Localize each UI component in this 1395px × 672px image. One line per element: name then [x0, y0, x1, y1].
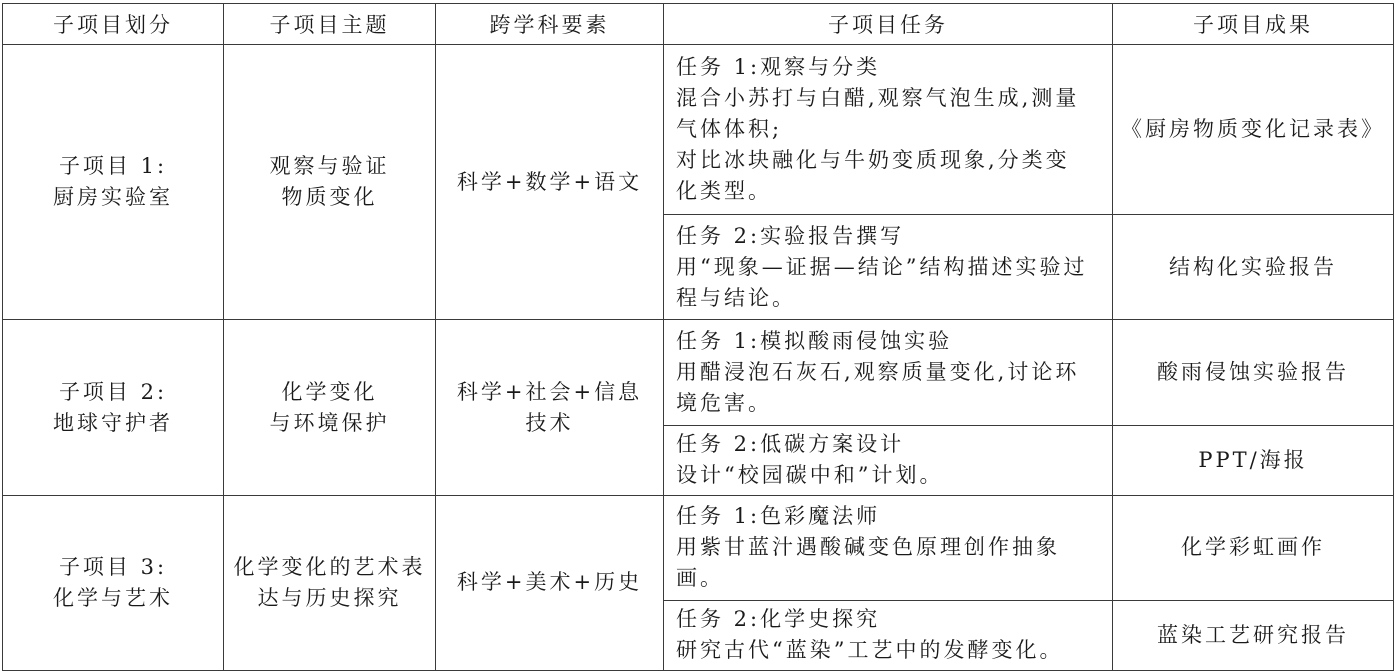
table-row [3, 495, 1394, 600]
table-row [3, 45, 1394, 215]
task-line: 化类型。 [676, 179, 772, 204]
division-cell [3, 320, 224, 495]
division-line: 化学与艺术 [53, 585, 173, 610]
task-line: 任务 2:低碳方案设计 [676, 432, 905, 457]
task-cell [664, 215, 1113, 320]
header-tasks: 子项目任务 [664, 4, 1113, 45]
theme-cell [224, 45, 436, 320]
division-line: 子项目 3: [58, 554, 168, 579]
theme-line: 达与历史探究 [257, 585, 402, 610]
task-line: 研究古代“蓝染”工艺中的发酵变化。 [676, 638, 1064, 663]
division-cell [3, 495, 224, 670]
task-line: 任务 1:观察与分类 [676, 55, 881, 80]
result-cell: 化学彩虹画作 [1113, 495, 1394, 600]
task-line: 画。 [676, 566, 724, 591]
theme-cell [224, 320, 436, 495]
project-table [2, 3, 1394, 671]
task-line: 气体体积; [676, 117, 783, 142]
result-cell: 蓝染工艺研究报告 [1113, 600, 1394, 670]
task-line: 用“现象—证据—结论”结构描述实验过 [676, 254, 1088, 279]
task-cell [664, 45, 1113, 215]
task-cell [664, 495, 1113, 600]
header-row [3, 4, 1394, 45]
task-line: 对比冰块融化与牛奶变质现象,分类变 [676, 148, 1070, 173]
elements-line: 科学+数学+语文 [456, 169, 643, 194]
header-elements: 跨学科要素 [436, 4, 664, 45]
task-cell [664, 600, 1113, 670]
result-cell: PPT/海报 [1113, 425, 1394, 495]
header-division: 子项目划分 [3, 4, 224, 45]
elements-line: 科学+美术+历史 [456, 570, 643, 595]
task-cell [664, 320, 1113, 425]
theme-line: 与环境保护 [269, 410, 390, 435]
task-line: 任务 1:色彩魔法师 [676, 504, 881, 529]
task-line: 设计“校园碳中和”计划。 [676, 463, 944, 488]
elements-cell [436, 45, 664, 320]
header-results: 子项目成果 [1113, 4, 1394, 45]
elements-cell [436, 320, 664, 495]
task-line: 境危害。 [676, 391, 772, 415]
result-cell: 《厨房物质变化记录表》 [1113, 45, 1394, 215]
theme-line: 观察与验证 [269, 154, 390, 179]
theme-line: 化学变化 [281, 379, 378, 404]
task-line: 任务 2:实验报告撰写 [676, 223, 905, 248]
task-line: 任务 2:化学史探究 [676, 607, 881, 632]
task-line: 任务 1:模拟酸雨侵蚀实验 [676, 329, 953, 353]
header-theme: 子项目主题 [224, 4, 436, 45]
division-line: 子项目 1: [58, 154, 168, 179]
theme-line: 化学变化的艺术表 [233, 554, 426, 579]
task-line: 程与结论。 [676, 285, 796, 310]
elements-cell [436, 495, 664, 670]
task-line: 用醋浸泡石灰石,观察质量变化,讨论环 [676, 360, 1080, 384]
theme-cell [224, 495, 436, 670]
result-cell: 酸雨侵蚀实验报告 [1113, 320, 1394, 425]
theme-line: 物质变化 [281, 185, 378, 210]
elements-line: 技术 [525, 410, 574, 435]
division-cell [3, 45, 224, 320]
elements-line: 科学+社会+信息 [456, 379, 643, 404]
task-cell [664, 425, 1113, 495]
table-row [3, 320, 1394, 425]
task-line: 混合小苏打与白醋,观察气泡生成,测量 [676, 86, 1080, 111]
task-line: 用紫甘蓝汁遇酸碱变色原理创作抽象 [676, 535, 1060, 560]
division-line: 厨房实验室 [53, 185, 173, 210]
division-line: 地球守护者 [53, 410, 173, 435]
result-cell: 结构化实验报告 [1113, 215, 1394, 320]
division-line: 子项目 2: [58, 379, 168, 404]
